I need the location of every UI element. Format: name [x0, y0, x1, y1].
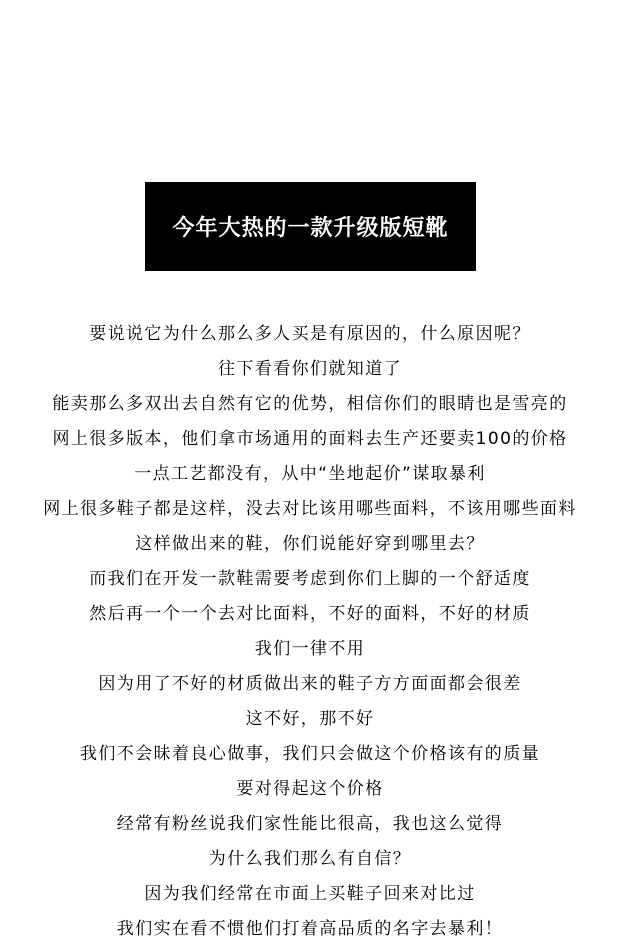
text-line: 要对得起这个价格 [236, 779, 384, 799]
text-line: 因为用了不好的材质做出来的鞋子方方面面都会很差 [98, 674, 522, 694]
text-line: 这样做出来的鞋，你们说能好穿到哪里去？ [135, 534, 485, 554]
page-title: 今年大热的一款升级版短靴 [172, 216, 449, 241]
title-banner [145, 182, 476, 271]
text-line: 我们实在看不惯他们打着高品质的名字去暴利！ [116, 919, 504, 939]
text-line: 网上很多鞋子都是这样，没去对比该用哪些面料，不该用哪些面料 [43, 499, 577, 519]
text-line: 这不好，那不好 [245, 709, 375, 729]
text-line: 因为我们经常在市面上买鞋子回来对比过 [144, 884, 476, 904]
text-line: 我们不会昧着良心做事，我们只会做这个价格该有的质量 [80, 744, 540, 764]
text-line: 一点工艺都没有，从中“坐地起价”谋取暴利 [134, 464, 486, 484]
text-line: 能卖那么多双出去自然有它的优势，相信你们的眼睛也是雪亮的 [52, 394, 568, 414]
text-line: 然后再一个一个去对比面料，不好的面料，不好的材质 [89, 604, 531, 624]
text-line: 往下看看你们就知道了 [218, 359, 402, 379]
text-line: 经常有粉丝说我们家性能比很高，我也这么觉得 [116, 814, 504, 834]
text-line: 我们一律不用 [254, 639, 366, 659]
text-line: 为什么我们那么有自信？ [208, 849, 412, 869]
text-line: 要说说它为什么那么多人买是有原因的，什么原因呢？ [89, 324, 531, 344]
article-body [0, 317, 620, 947]
text-line: 而我们在开发一款鞋需要考虑到你们上脚的一个舒适度 [89, 569, 531, 589]
text-line: 网上很多版本，他们拿市场通用的面料去生产还要卖100的价格 [52, 429, 568, 449]
